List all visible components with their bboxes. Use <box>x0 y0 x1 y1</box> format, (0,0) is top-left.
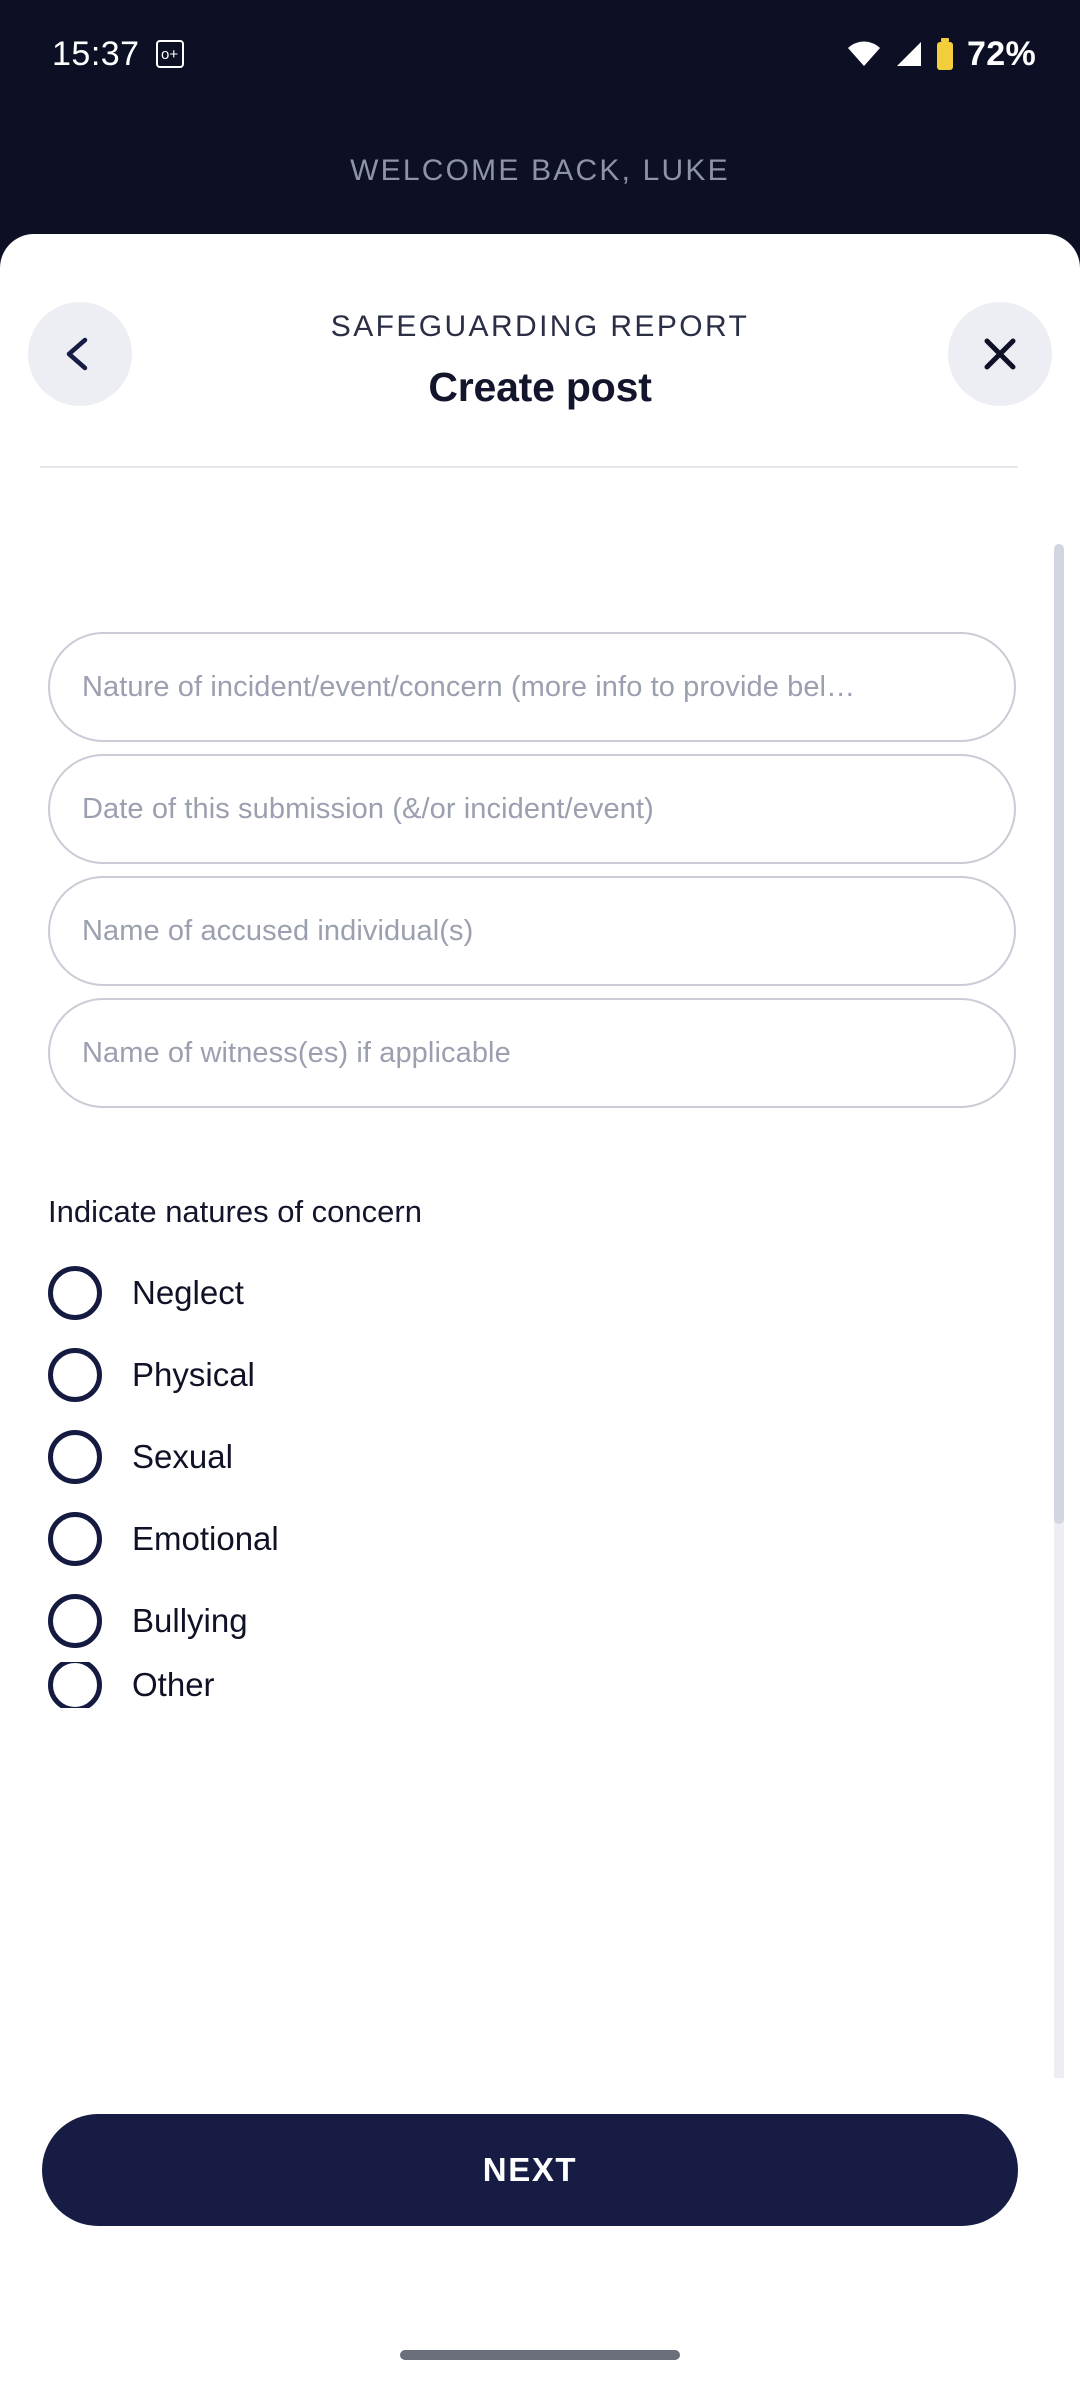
option-emotional[interactable] <box>48 1498 1080 1580</box>
status-bar-right <box>847 35 1036 74</box>
option-label: Bullying <box>132 1602 248 1639</box>
natures-of-concern-options <box>0 1252 1080 1708</box>
option-neglect[interactable] <box>48 1252 1080 1334</box>
header-divider <box>40 466 1018 468</box>
home-indicator[interactable] <box>400 2350 680 2360</box>
next-button[interactable]: NEXT <box>42 2114 1018 2226</box>
option-bullying[interactable] <box>48 1580 1080 1662</box>
field-witnesses[interactable] <box>48 998 1016 1108</box>
option-label: Other <box>132 1666 215 1703</box>
status-bar <box>0 0 1080 108</box>
wifi-icon <box>847 41 881 67</box>
radio-circle-icon[interactable] <box>48 1512 102 1566</box>
sheet-kicker: SAFEGUARDING REPORT <box>330 310 750 343</box>
welcome-banner: WELCOME BACK, LUKE <box>350 154 730 187</box>
field-accused-individuals-placeholder: Name of accused individual(s) <box>82 914 474 947</box>
status-clock: 15:37 <box>52 34 140 73</box>
radio-circle-icon[interactable] <box>48 1430 102 1484</box>
field-witnesses-placeholder: Name of witness(es) if applicable <box>82 1036 511 1069</box>
field-nature-of-incident-placeholder: Nature of incident/event/concern (more info to provide bel… <box>82 670 856 703</box>
sheet-title-block <box>0 310 1080 411</box>
notification-badge-icon: o+ <box>156 40 184 68</box>
natures-of-concern-label: Indicate natures of concern <box>48 1194 422 1229</box>
sheet-header <box>0 234 1080 474</box>
field-nature-of-incident[interactable] <box>48 632 1016 742</box>
create-post-sheet <box>0 234 1080 2400</box>
battery-icon <box>935 38 955 70</box>
radio-circle-icon[interactable] <box>48 1266 102 1320</box>
close-button[interactable] <box>948 302 1052 406</box>
scrollbar-thumb[interactable] <box>1054 544 1064 1524</box>
page-title: Create post <box>428 364 652 410</box>
close-icon <box>978 332 1022 376</box>
field-date-of-submission[interactable] <box>48 754 1016 864</box>
battery-percent-label: 72% <box>967 34 1036 73</box>
field-accused-individuals[interactable] <box>48 876 1016 986</box>
option-label: Sexual <box>132 1438 233 1475</box>
option-label: Emotional <box>132 1520 279 1557</box>
radio-circle-icon[interactable] <box>48 1594 102 1648</box>
cellular-signal-icon <box>893 40 923 68</box>
status-bar-left <box>52 35 184 74</box>
text-fields-group <box>0 474 1080 1108</box>
option-sexual[interactable] <box>48 1416 1080 1498</box>
scrollbar[interactable] <box>1054 544 1064 2164</box>
field-date-of-submission-placeholder: Date of this submission (&/or incident/event) <box>82 792 654 825</box>
cta-area <box>0 2078 1080 2400</box>
radio-circle-icon[interactable] <box>48 1662 102 1708</box>
option-label: Neglect <box>132 1274 244 1311</box>
option-label: Physical <box>132 1356 255 1393</box>
radio-circle-icon[interactable] <box>48 1348 102 1402</box>
form-scroll-area[interactable] <box>0 474 1080 2312</box>
option-other[interactable] <box>48 1662 1080 1708</box>
option-physical[interactable] <box>48 1334 1080 1416</box>
